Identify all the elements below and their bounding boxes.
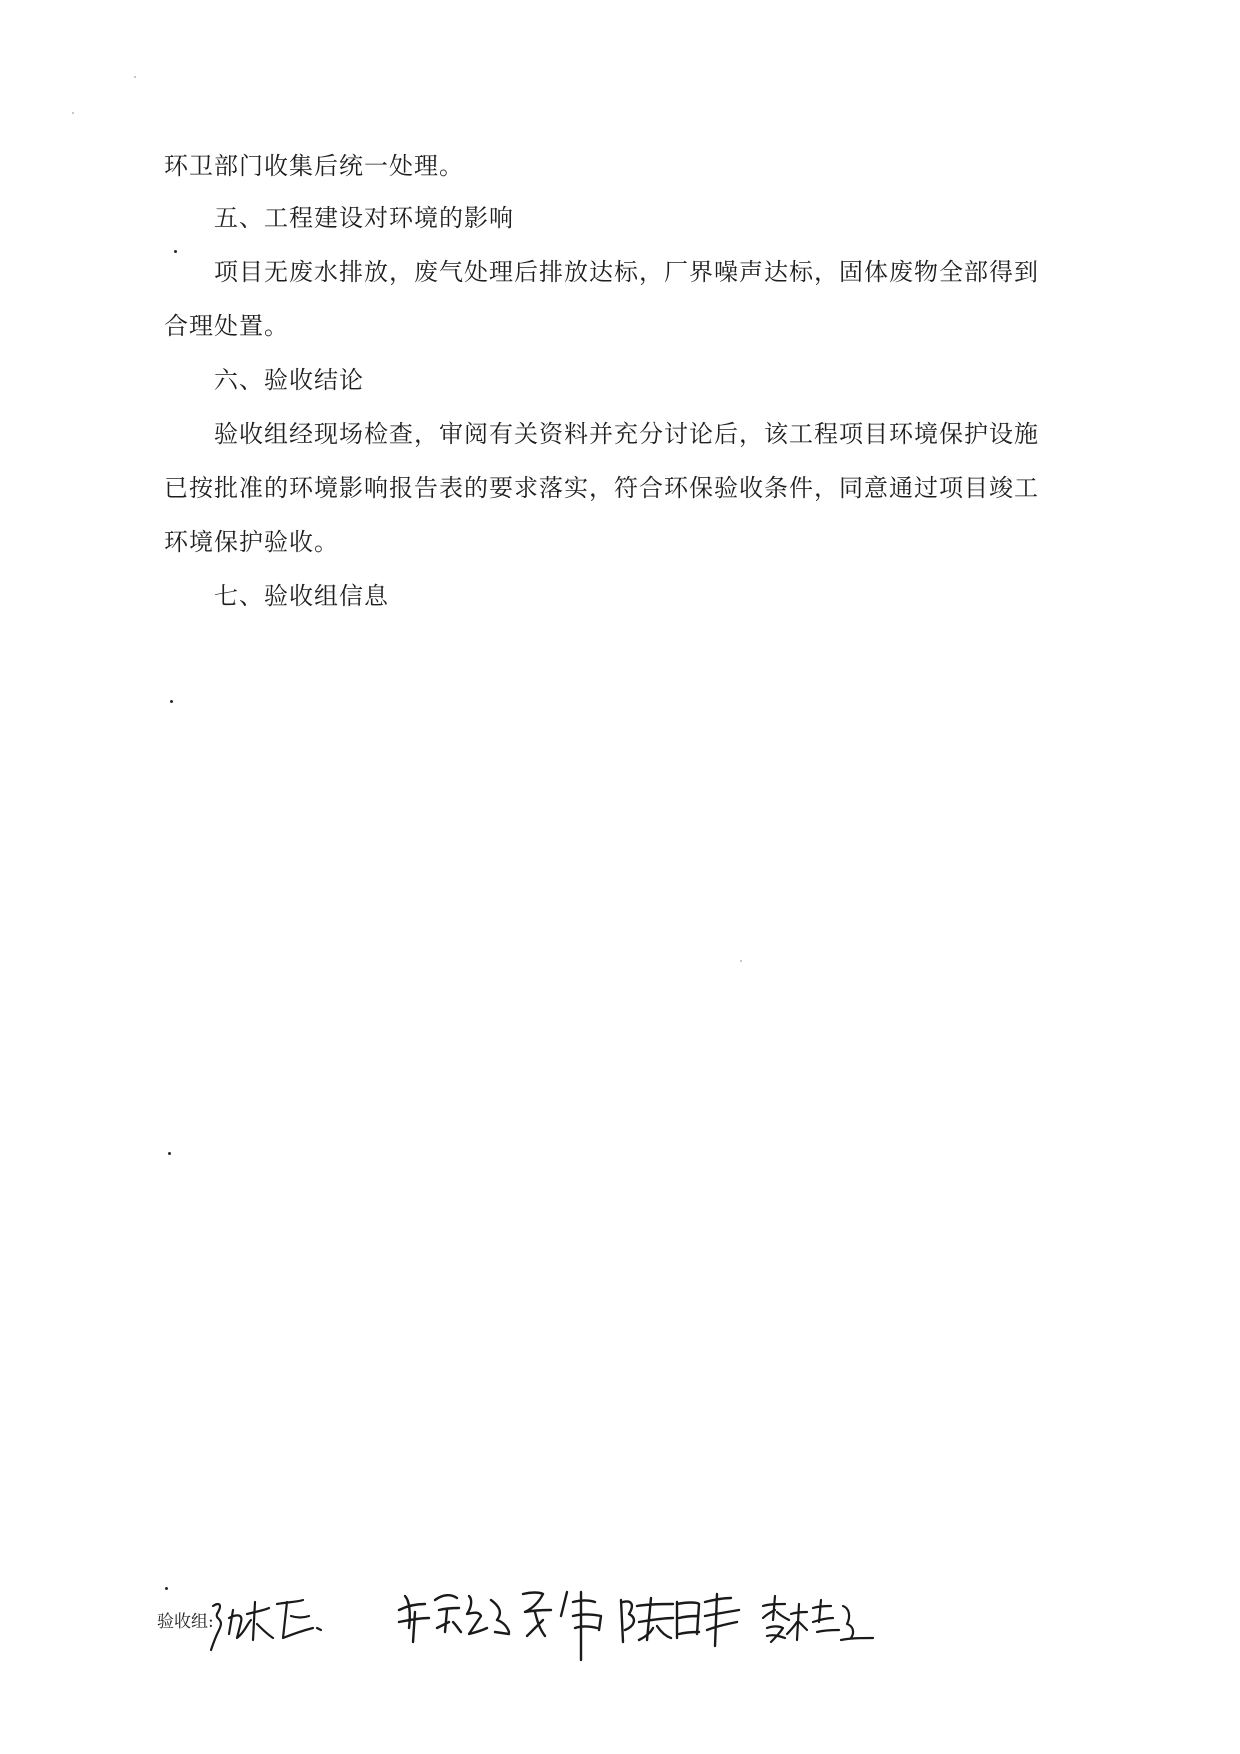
paragraph-text: 项目无废水排放，废气处理后排放达标，厂界噪声达标，固体废物全部得到 — [214, 258, 1039, 286]
signature-label: 验收组: — [157, 1612, 214, 1632]
document-body — [164, 150, 1039, 612]
handwritten-signature — [517, 1580, 617, 1662]
scan-speck — [170, 700, 173, 703]
handwritten-signature — [617, 1586, 747, 1656]
section-heading-five: 五、工程建设对环境的影响 — [214, 204, 514, 232]
paragraph-text: 环境保护验收。 — [164, 528, 339, 556]
scan-speck — [72, 112, 74, 114]
handwritten-signature — [395, 1582, 515, 1656]
section-heading-seven: 七、验收组信息 — [214, 582, 389, 610]
scan-speck — [134, 76, 136, 78]
section-heading-six: 六、验收结论 — [214, 366, 364, 394]
handwritten-signature — [757, 1592, 877, 1652]
paragraph-text: 已按批准的环境影响报告表的要求落实，符合环保验收条件，同意通过项目竣工 — [164, 474, 1039, 502]
scan-speck — [168, 1152, 171, 1155]
handwritten-signature — [207, 1588, 337, 1656]
paragraph-text: 合理处置。 — [164, 312, 289, 340]
scan-speck — [740, 960, 742, 962]
paragraph-text: 环卫部门收集后统一处理。 — [164, 152, 464, 180]
signature-block — [157, 1582, 1017, 1662]
paragraph-text: 验收组经现场检查，审阅有关资料并充分讨论后，该工程项目环境保护设施 — [214, 420, 1039, 448]
